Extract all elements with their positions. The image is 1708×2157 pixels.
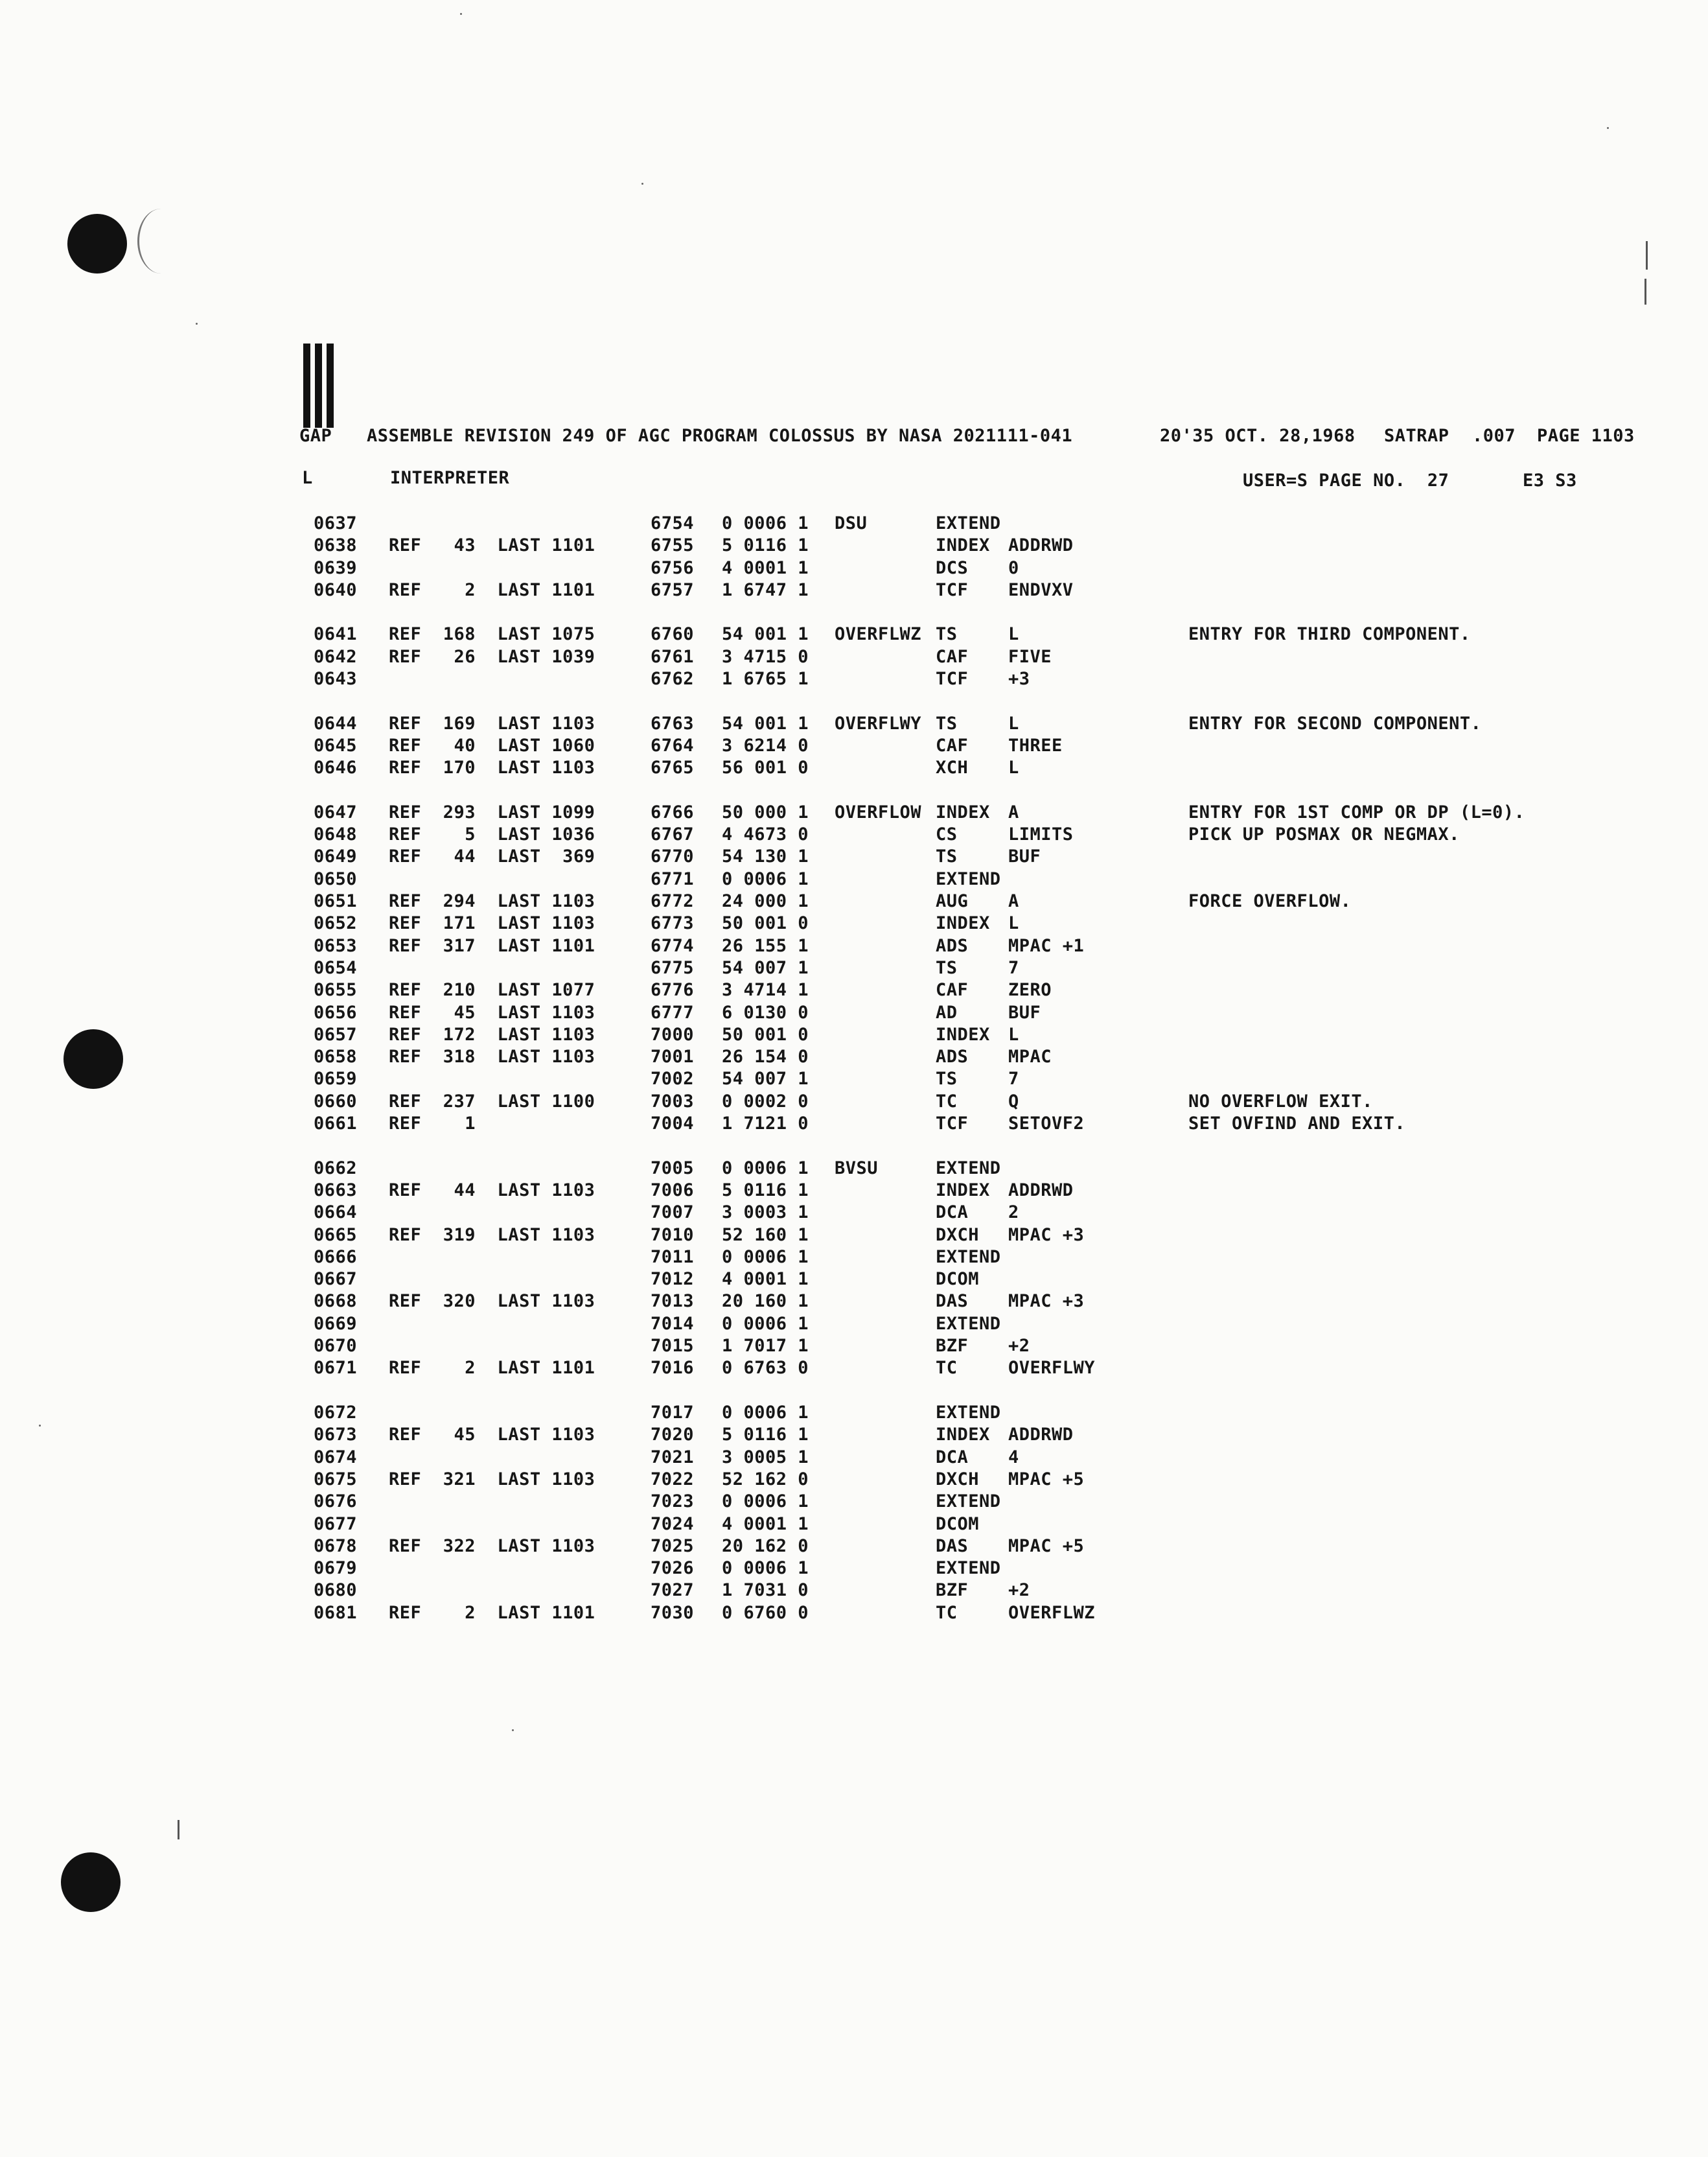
row-octal-word: 0 0006 1 — [722, 1247, 809, 1267]
row-operand: ENDVXV — [1008, 580, 1074, 600]
row-line-number: 0679 — [314, 1558, 358, 1578]
row-opcode: TC — [936, 1358, 958, 1378]
row-address: 7015 — [651, 1336, 695, 1356]
row-label: OVERFLWZ — [835, 624, 922, 644]
row-operand: THREE — [1008, 736, 1063, 756]
row-comment: ENTRY FOR THIRD COMPONENT. — [1188, 624, 1471, 644]
row-line-number: 0657 — [314, 1025, 358, 1045]
row-line-number: 0661 — [314, 1113, 358, 1134]
row-octal-word: 56 001 0 — [722, 758, 809, 778]
row-address: 6755 — [651, 535, 695, 555]
row-opcode: EXTEND — [936, 1314, 1001, 1334]
row-line-number: 0642 — [314, 647, 358, 667]
row-line-number: 0648 — [314, 824, 358, 845]
row-opcode: TS — [936, 958, 958, 978]
row-octal-word: 50 001 0 — [722, 1025, 809, 1045]
speck — [1607, 127, 1609, 129]
row-address: 7020 — [651, 1425, 695, 1445]
user-page-number: USER=S PAGE NO. 27 — [1243, 471, 1449, 491]
row-address: 7030 — [651, 1603, 695, 1623]
row-reference: REF 171 LAST 1103 — [389, 913, 595, 933]
row-operand: MPAC +5 — [1008, 1469, 1085, 1489]
row-address: 7004 — [651, 1113, 695, 1134]
row-line-number: 0652 — [314, 913, 358, 933]
row-opcode: DXCH — [936, 1225, 980, 1245]
row-address: 6763 — [651, 714, 695, 734]
row-opcode: ADS — [936, 936, 969, 956]
row-octal-word: 54 001 1 — [722, 624, 809, 644]
row-octal-word: 54 007 1 — [722, 1069, 809, 1089]
row-line-number: 0670 — [314, 1336, 358, 1356]
row-comment: ENTRY FOR 1ST COMP OR DP (L=0). — [1188, 802, 1525, 822]
row-operand: 7 — [1008, 958, 1019, 978]
section-letter: L — [302, 468, 313, 488]
row-address: 6770 — [651, 846, 695, 867]
row-reference: REF 169 LAST 1103 — [389, 714, 595, 734]
row-address: 6766 — [651, 802, 695, 822]
row-reference: REF 26 LAST 1039 — [389, 647, 595, 667]
row-address: 6774 — [651, 936, 695, 956]
row-address: 6756 — [651, 558, 695, 578]
row-address: 7022 — [651, 1469, 695, 1489]
row-opcode: TCF — [936, 669, 969, 689]
speck — [39, 1425, 41, 1427]
row-opcode: TCF — [936, 1113, 969, 1134]
row-line-number: 0656 — [314, 1003, 358, 1023]
row-octal-word: 5 0116 1 — [722, 535, 809, 555]
row-address: 7001 — [651, 1047, 695, 1067]
timestamp: 20'35 OCT. 28,1968 — [1160, 426, 1356, 446]
row-address: 6760 — [651, 624, 695, 644]
row-line-number: 0651 — [314, 891, 358, 911]
row-line-number: 0669 — [314, 1314, 358, 1334]
row-octal-word: 4 4673 0 — [722, 824, 809, 845]
row-address: 7002 — [651, 1069, 695, 1089]
row-address: 6757 — [651, 580, 695, 600]
row-address: 6771 — [651, 869, 695, 889]
row-reference: REF 293 LAST 1099 — [389, 802, 595, 822]
row-line-number: 0647 — [314, 802, 358, 822]
row-line-number: 0663 — [314, 1180, 358, 1200]
row-address: 6775 — [651, 958, 695, 978]
version: .007 — [1472, 426, 1516, 446]
row-line-number: 0664 — [314, 1202, 358, 1222]
row-opcode: TS — [936, 1069, 958, 1089]
row-opcode: EXTEND — [936, 1158, 1001, 1178]
row-line-number: 0668 — [314, 1291, 358, 1311]
row-address: 6777 — [651, 1003, 695, 1023]
row-comment: FORCE OVERFLOW. — [1188, 891, 1352, 911]
row-reference: REF 317 LAST 1101 — [389, 936, 595, 956]
row-operand: BUF — [1008, 846, 1041, 867]
row-octal-word: 4 0001 1 — [722, 1269, 809, 1289]
row-octal-word: 1 6747 1 — [722, 580, 809, 600]
row-line-number: 0672 — [314, 1403, 358, 1423]
row-address: 7023 — [651, 1491, 695, 1511]
row-line-number: 0662 — [314, 1158, 358, 1178]
row-octal-word: 6 0130 0 — [722, 1003, 809, 1023]
row-operand: L — [1008, 624, 1019, 644]
row-octal-word: 0 0006 1 — [722, 1558, 809, 1578]
row-octal-word: 0 0006 1 — [722, 1158, 809, 1178]
row-opcode: TS — [936, 624, 958, 644]
row-reference: REF 44 LAST 369 — [389, 846, 595, 867]
row-reference: REF 170 LAST 1103 — [389, 758, 595, 778]
row-octal-word: 4 0001 1 — [722, 558, 809, 578]
row-reference: REF 45 LAST 1103 — [389, 1003, 595, 1023]
row-address: 7021 — [651, 1447, 695, 1467]
row-address: 7010 — [651, 1225, 695, 1245]
speck — [460, 13, 462, 15]
row-opcode: DAS — [936, 1536, 969, 1556]
page-code: E3 S3 — [1523, 471, 1577, 491]
row-line-number: 0640 — [314, 580, 358, 600]
speck — [641, 183, 643, 185]
row-address: 6765 — [651, 758, 695, 778]
row-operand: 2 — [1008, 1202, 1019, 1222]
row-line-number: 0637 — [314, 513, 358, 533]
row-reference: REF 45 LAST 1103 — [389, 1425, 595, 1445]
row-opcode: DCA — [936, 1202, 969, 1222]
row-octal-word: 20 160 1 — [722, 1291, 809, 1311]
row-reference: REF 320 LAST 1103 — [389, 1291, 595, 1311]
row-octal-word: 20 162 0 — [722, 1536, 809, 1556]
scan-line — [1645, 279, 1646, 305]
row-octal-word: 3 4714 1 — [722, 980, 809, 1000]
row-operand: ADDRWD — [1008, 535, 1074, 555]
row-opcode: TS — [936, 714, 958, 734]
row-octal-word: 0 0006 1 — [722, 869, 809, 889]
row-reference: REF 237 LAST 1100 — [389, 1091, 595, 1112]
row-octal-word: 52 160 1 — [722, 1225, 809, 1245]
row-address: 6754 — [651, 513, 695, 533]
row-opcode: EXTEND — [936, 1491, 1001, 1511]
marker-bars — [303, 344, 342, 428]
row-line-number: 0643 — [314, 669, 358, 689]
row-opcode: DCOM — [936, 1269, 980, 1289]
row-reference: REF 318 LAST 1103 — [389, 1047, 595, 1067]
row-comment: ENTRY FOR SECOND COMPONENT. — [1188, 714, 1482, 734]
scan-line — [1646, 241, 1648, 270]
row-opcode: CAF — [936, 980, 969, 1000]
row-line-number: 0678 — [314, 1536, 358, 1556]
assembly-title: ASSEMBLE REVISION 249 OF AGC PROGRAM COLOSSUS BY NASA 2021111-041 — [367, 426, 1073, 446]
row-opcode: CAF — [936, 647, 969, 667]
row-operand: +2 — [1008, 1336, 1030, 1356]
row-reference: REF 2 LAST 1101 — [389, 580, 595, 600]
row-opcode: DCA — [936, 1447, 969, 1467]
row-opcode: INDEX — [936, 1025, 990, 1045]
row-opcode: TCF — [936, 580, 969, 600]
row-reference: REF 168 LAST 1075 — [389, 624, 595, 644]
row-opcode: DCOM — [936, 1514, 980, 1534]
row-address: 7026 — [651, 1558, 695, 1578]
row-line-number: 0658 — [314, 1047, 358, 1067]
row-address: 6767 — [651, 824, 695, 845]
row-octal-word: 0 6763 0 — [722, 1358, 809, 1378]
row-operand: SETOVF2 — [1008, 1113, 1085, 1134]
row-reference: REF 40 LAST 1060 — [389, 736, 595, 756]
row-line-number: 0639 — [314, 558, 358, 578]
row-opcode: TC — [936, 1603, 958, 1623]
row-label: OVERFLOW — [835, 802, 922, 822]
row-address: 7007 — [651, 1202, 695, 1222]
row-line-number: 0666 — [314, 1247, 358, 1267]
row-opcode: EXTEND — [936, 513, 1001, 533]
row-opcode: INDEX — [936, 1180, 990, 1200]
row-reference: REF 210 LAST 1077 — [389, 980, 595, 1000]
row-operand: MPAC +3 — [1008, 1225, 1085, 1245]
row-line-number: 0681 — [314, 1603, 358, 1623]
scan-line — [178, 1820, 179, 1839]
row-reference: REF 5 LAST 1036 — [389, 824, 595, 845]
row-opcode: AD — [936, 1003, 958, 1023]
row-address: 6762 — [651, 669, 695, 689]
row-reference: REF 322 LAST 1103 — [389, 1536, 595, 1556]
row-octal-word: 0 0006 1 — [722, 1491, 809, 1511]
row-address: 7024 — [651, 1514, 695, 1534]
row-opcode: CAF — [936, 736, 969, 756]
punch-hole-middle — [63, 1029, 123, 1089]
row-line-number: 0654 — [314, 958, 358, 978]
row-operand: ZERO — [1008, 980, 1052, 1000]
row-opcode: TC — [936, 1091, 958, 1112]
speck — [196, 323, 198, 325]
row-line-number: 0641 — [314, 624, 358, 644]
row-operand: MPAC +3 — [1008, 1291, 1085, 1311]
row-line-number: 0680 — [314, 1580, 358, 1600]
row-octal-word: 0 0006 1 — [722, 1403, 809, 1423]
page-number: PAGE 1103 — [1537, 426, 1635, 446]
row-opcode: DAS — [936, 1291, 969, 1311]
row-label: DSU — [835, 513, 868, 533]
row-opcode: TS — [936, 846, 958, 867]
row-address: 7014 — [651, 1314, 695, 1334]
row-operand: MPAC — [1008, 1047, 1052, 1067]
row-octal-word: 0 0002 0 — [722, 1091, 809, 1112]
row-operand: BUF — [1008, 1003, 1041, 1023]
row-octal-word: 50 001 0 — [722, 913, 809, 933]
row-reference: REF 2 LAST 1101 — [389, 1358, 595, 1378]
row-comment: PICK UP POSMAX OR NEGMAX. — [1188, 824, 1460, 845]
row-operand: MPAC +1 — [1008, 936, 1085, 956]
row-line-number: 0674 — [314, 1447, 358, 1467]
row-opcode: AUG — [936, 891, 969, 911]
row-operand: OVERFLWY — [1008, 1358, 1096, 1378]
row-octal-word: 1 6765 1 — [722, 669, 809, 689]
row-octal-word: 5 0116 1 — [722, 1425, 809, 1445]
row-address: 7005 — [651, 1158, 695, 1178]
row-address: 7000 — [651, 1025, 695, 1045]
punch-hole-arc — [137, 209, 185, 274]
row-operand: ADDRWD — [1008, 1180, 1074, 1200]
row-opcode: DXCH — [936, 1469, 980, 1489]
row-opcode: ADS — [936, 1047, 969, 1067]
row-opcode: INDEX — [936, 802, 990, 822]
row-octal-word: 1 7121 0 — [722, 1113, 809, 1134]
row-address: 7017 — [651, 1403, 695, 1423]
row-line-number: 0650 — [314, 869, 358, 889]
row-reference: REF 172 LAST 1103 — [389, 1025, 595, 1045]
row-address: 7025 — [651, 1536, 695, 1556]
row-octal-word: 3 0003 1 — [722, 1202, 809, 1222]
row-operand: MPAC +5 — [1008, 1536, 1085, 1556]
row-opcode: EXTEND — [936, 1558, 1001, 1578]
row-line-number: 0644 — [314, 714, 358, 734]
row-comment: NO OVERFLOW EXIT. — [1188, 1091, 1373, 1112]
row-octal-word: 3 0005 1 — [722, 1447, 809, 1467]
row-line-number: 0671 — [314, 1358, 358, 1378]
row-operand: L — [1008, 1025, 1019, 1045]
row-octal-word: 0 6760 0 — [722, 1603, 809, 1623]
row-line-number: 0667 — [314, 1269, 358, 1289]
row-line-number: 0676 — [314, 1491, 358, 1511]
header-marker: GAP — [299, 426, 332, 446]
row-operand: FIVE — [1008, 647, 1052, 667]
row-address: 6776 — [651, 980, 695, 1000]
row-opcode: EXTEND — [936, 1403, 1001, 1423]
row-line-number: 0645 — [314, 736, 358, 756]
row-label: BVSU — [835, 1158, 879, 1178]
row-line-number: 0673 — [314, 1425, 358, 1445]
row-octal-word: 0 0006 1 — [722, 513, 809, 533]
row-line-number: 0677 — [314, 1514, 358, 1534]
row-line-number: 0659 — [314, 1069, 358, 1089]
row-operand: +2 — [1008, 1580, 1030, 1600]
row-address: 7013 — [651, 1291, 695, 1311]
punch-hole-bottom — [61, 1852, 121, 1912]
row-address: 7012 — [651, 1269, 695, 1289]
punch-hole-top — [67, 214, 127, 274]
row-address: 7006 — [651, 1180, 695, 1200]
row-reference: REF 319 LAST 1103 — [389, 1225, 595, 1245]
speck — [512, 1729, 514, 1731]
row-operand: A — [1008, 891, 1019, 911]
row-reference: REF 1 — [389, 1113, 476, 1134]
row-operand: L — [1008, 714, 1019, 734]
row-line-number: 0653 — [314, 936, 358, 956]
row-octal-word: 1 7031 0 — [722, 1580, 809, 1600]
row-operand: +3 — [1008, 669, 1030, 689]
row-address: 6773 — [651, 913, 695, 933]
row-operand: A — [1008, 802, 1019, 822]
row-address: 7011 — [651, 1247, 695, 1267]
row-address: 7027 — [651, 1580, 695, 1600]
row-label: OVERFLWY — [835, 714, 922, 734]
row-operand: 7 — [1008, 1069, 1019, 1089]
row-octal-word: 0 0006 1 — [722, 1314, 809, 1334]
row-operand: 4 — [1008, 1447, 1019, 1467]
section-title: INTERPRETER — [390, 468, 510, 488]
row-opcode: DCS — [936, 558, 969, 578]
row-line-number: 0660 — [314, 1091, 358, 1112]
row-address: 6761 — [651, 647, 695, 667]
row-opcode: BZF — [936, 1580, 969, 1600]
row-opcode: INDEX — [936, 535, 990, 555]
row-octal-word: 50 000 1 — [722, 802, 809, 822]
row-operand: L — [1008, 758, 1019, 778]
row-reference: REF 294 LAST 1103 — [389, 891, 595, 911]
row-line-number: 0638 — [314, 535, 358, 555]
row-operand: L — [1008, 913, 1019, 933]
row-line-number: 0675 — [314, 1469, 358, 1489]
row-octal-word: 5 0116 1 — [722, 1180, 809, 1200]
row-opcode: EXTEND — [936, 1247, 1001, 1267]
row-octal-word: 24 000 1 — [722, 891, 809, 911]
row-octal-word: 52 162 0 — [722, 1469, 809, 1489]
row-line-number: 0649 — [314, 846, 358, 867]
row-reference: REF 321 LAST 1103 — [389, 1469, 595, 1489]
row-opcode: INDEX — [936, 913, 990, 933]
row-operand: Q — [1008, 1091, 1019, 1112]
row-comment: SET OVFIND AND EXIT. — [1188, 1113, 1406, 1134]
row-opcode: CS — [936, 824, 958, 845]
row-octal-word: 4 0001 1 — [722, 1514, 809, 1534]
row-opcode: EXTEND — [936, 869, 1001, 889]
row-address: 7003 — [651, 1091, 695, 1112]
row-octal-word: 3 4715 0 — [722, 647, 809, 667]
row-line-number: 0646 — [314, 758, 358, 778]
row-address: 6764 — [651, 736, 695, 756]
row-octal-word: 54 130 1 — [722, 846, 809, 867]
row-opcode: XCH — [936, 758, 969, 778]
row-octal-word: 26 154 0 — [722, 1047, 809, 1067]
row-operand: 0 — [1008, 558, 1019, 578]
row-operand: ADDRWD — [1008, 1425, 1074, 1445]
row-reference: REF 2 LAST 1101 — [389, 1603, 595, 1623]
row-operand: OVERFLWZ — [1008, 1603, 1096, 1623]
row-reference: REF 44 LAST 1103 — [389, 1180, 595, 1200]
row-reference: REF 43 LAST 1101 — [389, 535, 595, 555]
row-address: 7016 — [651, 1358, 695, 1378]
row-octal-word: 26 155 1 — [722, 936, 809, 956]
system-name: SATRAP — [1384, 426, 1449, 446]
row-address: 6772 — [651, 891, 695, 911]
row-line-number: 0655 — [314, 980, 358, 1000]
row-line-number: 0665 — [314, 1225, 358, 1245]
row-opcode: BZF — [936, 1336, 969, 1356]
row-opcode: INDEX — [936, 1425, 990, 1445]
row-octal-word: 54 001 1 — [722, 714, 809, 734]
row-octal-word: 3 6214 0 — [722, 736, 809, 756]
row-operand: LIMITS — [1008, 824, 1074, 845]
row-octal-word: 54 007 1 — [722, 958, 809, 978]
row-octal-word: 1 7017 1 — [722, 1336, 809, 1356]
